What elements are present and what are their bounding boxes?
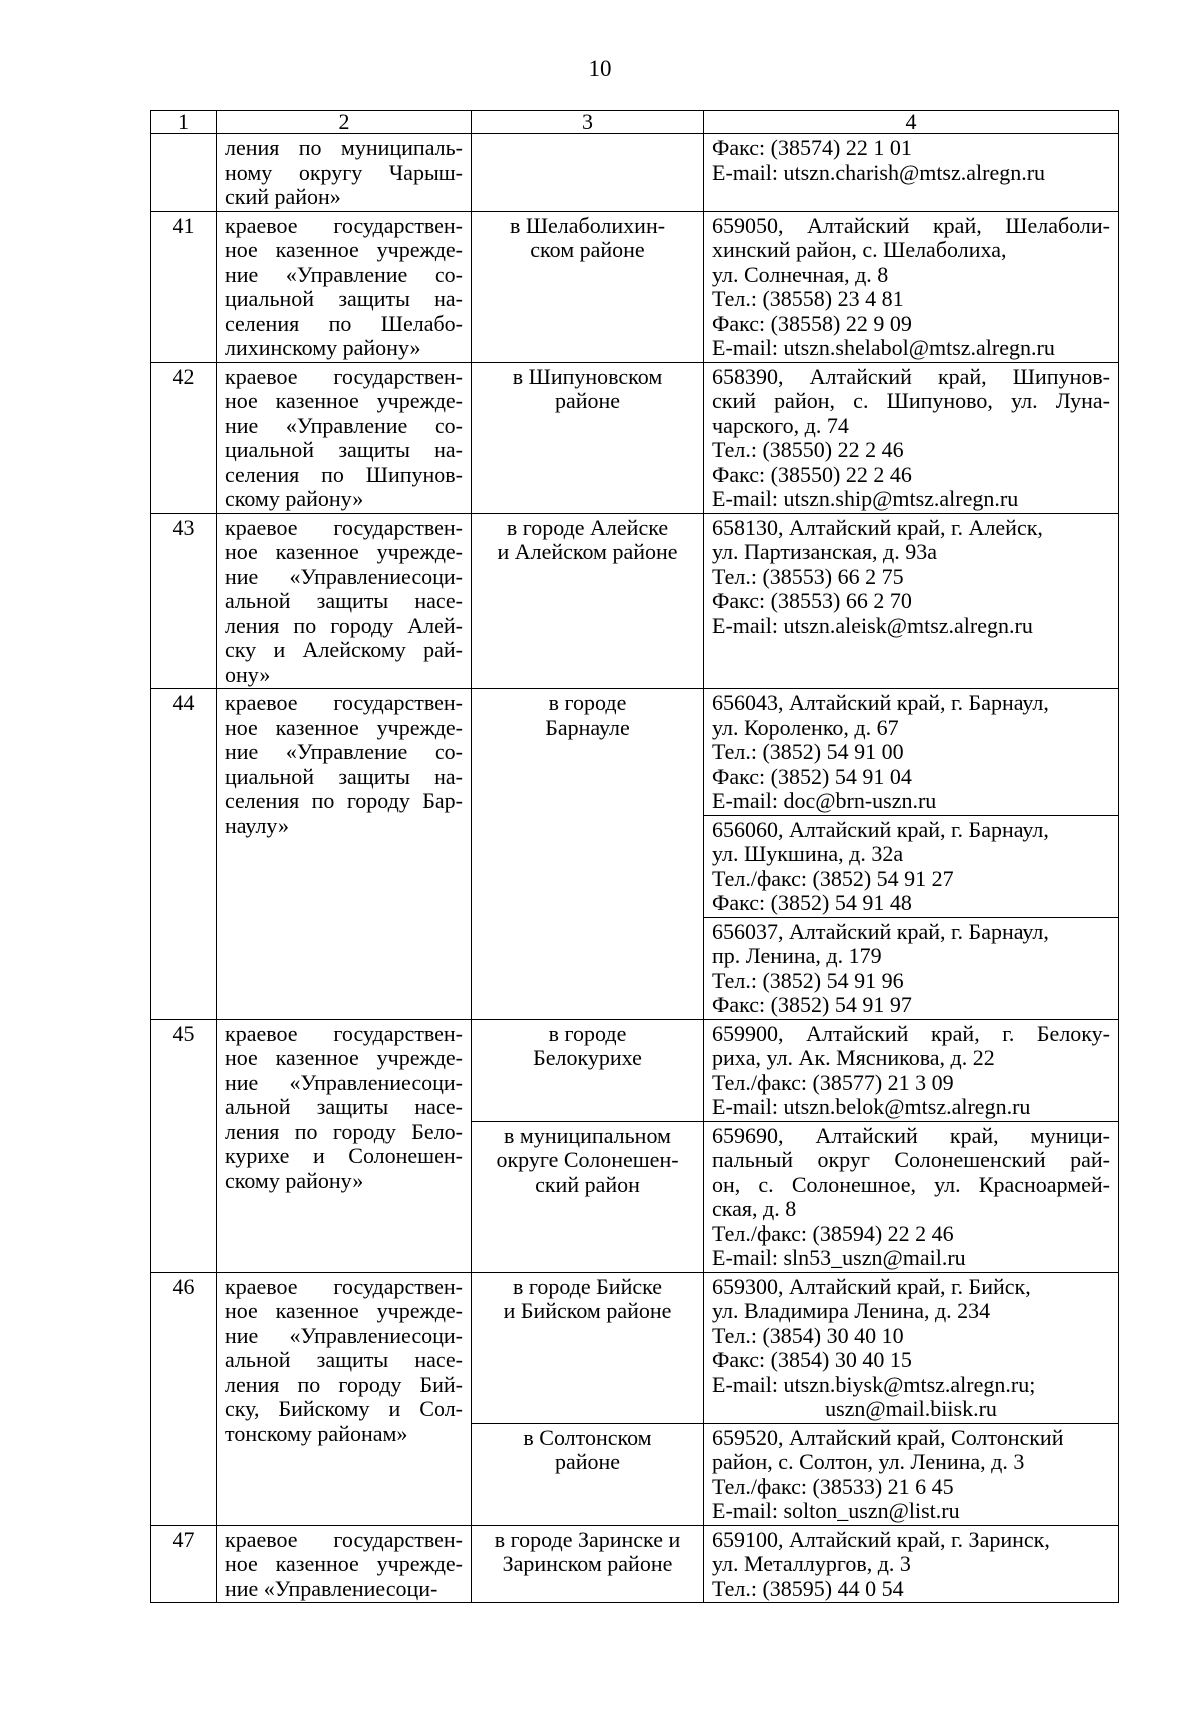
service-area-line: округе Солонешен- <box>496 1147 679 1172</box>
institution-name-line: селения по городу Бар- <box>225 788 463 813</box>
institution-name-line: краевое государствен- <box>225 1020 463 1046</box>
institution-name <box>217 513 472 689</box>
contact-details <box>704 1272 1119 1423</box>
contact-details <box>704 134 1119 212</box>
contact-line: ул. Солнечная, д. 8 <box>712 261 889 287</box>
email-line: E-mail: utszn.belok@mtsz.alregn.ru <box>712 1094 1031 1119</box>
row-number: 46 <box>151 1272 217 1525</box>
contact-line: 658130, Алтайский край, г. Алейск, <box>712 514 1043 540</box>
email-line: E-mail: utszn.aleisk@mtsz.alregn.ru <box>712 612 1033 638</box>
contact-details <box>704 1121 1119 1272</box>
table-row <box>151 362 1119 513</box>
contact-line: ский район, с. Шипуново, ул. Луна- <box>712 388 1110 413</box>
contact-line: 659690, Алтайский край, муници- <box>712 1122 1110 1148</box>
contact-line: 659520, Алтайский край, Солтонский <box>712 1424 1064 1450</box>
service-area-line: ском районе <box>530 237 645 262</box>
institution-name-line: ние «Управление со- <box>225 739 463 764</box>
contact-line: Тел.: (38550) 22 2 46 <box>712 437 904 462</box>
institution-name <box>217 134 472 212</box>
institution-name-line: ления по муниципаль- <box>225 135 463 160</box>
institution-name-line: ное казенное учрежде- <box>225 1298 463 1323</box>
contact-details <box>704 211 1119 362</box>
institution-name-line: ние «Управление со- <box>225 412 463 438</box>
institution-name-line: краевое государствен- <box>225 212 463 238</box>
contact-line: ул. Короленко, д. 67 <box>712 714 899 740</box>
email-line: E-mail: utszn.ship@mtsz.alregn.ru <box>712 486 1019 511</box>
service-area <box>472 689 704 1020</box>
contact-details <box>704 815 1119 917</box>
contact-line: Факс: (38553) 66 2 70 <box>712 588 912 613</box>
service-area-line: Барнауле <box>545 714 630 740</box>
service-area-line: в городе Алейске <box>506 514 669 540</box>
institution-name-line: циальной защиты на- <box>225 286 463 311</box>
institution-name <box>217 689 472 1020</box>
service-area <box>472 1272 704 1423</box>
service-area-line: в городе Заринске и <box>494 1526 681 1552</box>
institution-name-line: наулу» <box>225 812 289 838</box>
contact-line: ул. Металлургов, д. 3 <box>712 1551 911 1576</box>
institution-name-line: ску и Алейскому рай- <box>225 637 463 662</box>
institution-name-line: ное казенное учрежде- <box>225 388 463 413</box>
contact-line: 659300, Алтайский край, г. Бийск, <box>712 1273 1031 1299</box>
institution-name-line: ления по городу Бий- <box>225 1371 463 1397</box>
institution-name-line: ский район» <box>225 184 341 209</box>
institution-name-line: альной защиты насе- <box>225 588 463 613</box>
contact-line: Факс: (3852) 54 91 04 <box>712 763 912 789</box>
institution-name-line: селения по Шипунов- <box>225 461 463 487</box>
contact-line: хинский район, с. Шелаболиха, <box>712 237 1007 262</box>
service-area-line: районе <box>554 388 621 413</box>
institution-name-line: курихе и Солонешен- <box>225 1143 463 1168</box>
service-area-line: в городе Бийске <box>512 1273 663 1299</box>
service-area-line: и Бийском районе <box>503 1298 672 1323</box>
contact-line: пальный округ Солонешенский рай- <box>712 1147 1110 1172</box>
contact-line: Тел./факс: (38577) 21 3 09 <box>712 1069 954 1095</box>
row-number: 43 <box>151 513 217 689</box>
institution-name-line: краевое государствен- <box>225 363 463 389</box>
service-area-line: в муниципальном <box>504 1122 671 1148</box>
contact-line: он, с. Солонешное, ул. Красноармей- <box>712 1171 1110 1197</box>
institution-name-line: ному округу Чарыш- <box>225 159 463 185</box>
service-area-line: в Шелаболихин- <box>509 212 666 238</box>
service-area <box>472 362 704 513</box>
institution-name-line: скому району» <box>225 486 364 511</box>
service-area <box>472 1525 704 1603</box>
institution-name <box>217 211 472 362</box>
institution-name <box>217 1019 472 1272</box>
contact-line: Тел.: (38553) 66 2 75 <box>712 563 904 589</box>
contact-line: 659100, Алтайский край, г. Заринск, <box>712 1526 1050 1552</box>
institution-name-line: ние «Управлениесоци- <box>225 563 463 589</box>
contact-line: 658390, Алтайский край, Шипунов- <box>712 363 1110 389</box>
contact-line: район, с. Солтон, ул. Ленина, д. 3 <box>712 1449 1025 1474</box>
contact-line: Тел.: (38595) 44 0 54 <box>712 1575 904 1601</box>
contact-line: Факс: (38550) 22 2 46 <box>712 461 912 487</box>
service-area-line: Белокурихе <box>533 1045 642 1070</box>
institution-name-line: ное казенное учрежде- <box>225 1045 463 1070</box>
email-line: E-mail: doc@brn-uszn.ru <box>712 788 937 813</box>
institution-name-line: ное казенное учрежде- <box>225 714 463 740</box>
institution-name-line: ное казенное учрежде- <box>225 1551 463 1576</box>
service-area-line: в Солтонском <box>523 1424 652 1450</box>
contact-line: Тел.: (3852) 54 91 96 <box>712 967 904 993</box>
service-area <box>472 513 704 689</box>
contact-details <box>704 513 1119 689</box>
row-number: 47 <box>151 1525 217 1603</box>
contact-line: пр. Ленина, д. 179 <box>712 943 882 968</box>
row-number: 45 <box>151 1019 217 1272</box>
institution-name-line: альной защиты насе- <box>225 1347 463 1372</box>
row-number: 41 <box>151 211 217 362</box>
contact-line: Факс: (38574) 22 1 01 <box>712 135 912 160</box>
contact-line: Тел./факс: (38594) 22 2 46 <box>712 1220 954 1246</box>
service-area-line: и Алейском районе <box>497 539 678 564</box>
email-line: E-mail: sln53_uszn@mail.ru <box>712 1245 966 1270</box>
institution-name-line: краевое государствен- <box>225 690 463 715</box>
row-number: 44 <box>151 689 217 1020</box>
table-row <box>151 689 1119 816</box>
contact-details <box>704 689 1119 816</box>
contact-line: 656037, Алтайский край, г. Барнаул, <box>712 918 1049 944</box>
contact-line: Факс: (3852) 54 91 97 <box>712 992 912 1017</box>
column-header-2: 2 <box>217 111 472 134</box>
row-number <box>151 134 217 212</box>
service-area <box>472 1423 704 1525</box>
service-area-line: районе <box>554 1449 621 1474</box>
service-area <box>472 211 704 362</box>
institution-name-line: ние «Управлениесоци- <box>225 1575 438 1601</box>
email-line: E-mail: utszn.biysk@mtsz.alregn.ru; <box>712 1371 1036 1397</box>
table-row <box>151 513 1119 689</box>
contact-line: 656060, Алтайский край, г. Барнаул, <box>712 816 1049 842</box>
email-line: E-mail: solton_uszn@list.ru <box>712 1498 960 1523</box>
institution-name-line: ления по городу Бело- <box>225 1118 463 1144</box>
table-body <box>151 134 1119 1603</box>
table-row <box>151 1019 1119 1121</box>
table-row <box>151 1272 1119 1423</box>
contact-line: 659050, Алтайский край, Шелаболи- <box>712 212 1110 238</box>
contact-line: Тел.: (38558) 23 4 81 <box>712 286 904 311</box>
row-number: 42 <box>151 362 217 513</box>
contact-details <box>704 1525 1119 1603</box>
contact-line: 659900, Алтайский край, г. Белоку- <box>712 1020 1110 1046</box>
institution-name-line: ное казенное учрежде- <box>225 539 463 564</box>
service-area-line: в городе <box>548 1020 627 1046</box>
institution-name <box>217 1525 472 1603</box>
institution-name-line: краевое государствен- <box>225 1273 463 1299</box>
table-row <box>151 211 1119 362</box>
contact-line: ул. Партизанская, д. 93а <box>712 539 937 564</box>
institution-name-line: ску, Бийскому и Сол- <box>225 1396 463 1421</box>
contact-line: uszn@mail.biisk.ru <box>825 1396 997 1421</box>
institution-name-line: ние «Управлениесоци- <box>225 1069 463 1095</box>
contact-line: 656043, Алтайский край, г. Барнаул, <box>712 690 1049 715</box>
institution-name-line: циальной защиты на- <box>225 437 463 462</box>
contact-line: ул. Владимира Ленина, д. 234 <box>712 1298 991 1323</box>
column-header-1: 1 <box>151 111 217 134</box>
table-header-row <box>151 111 1119 134</box>
contact-details <box>704 917 1119 1019</box>
contact-details <box>704 362 1119 513</box>
contact-details <box>704 1019 1119 1121</box>
institution-name-line: альной защиты насе- <box>225 1094 463 1119</box>
institution-name-line: тонскому районам» <box>225 1420 408 1446</box>
contact-line: ул. Шукшина, д. 32а <box>712 841 904 866</box>
column-header-4: 4 <box>704 111 1119 134</box>
institution-name <box>217 1272 472 1525</box>
institution-name-line: ние «Управление со- <box>225 261 463 287</box>
institution-name-line: циальной защиты на- <box>225 763 463 789</box>
email-line: E-mail: utszn.charish@mtsz.alregn.ru <box>712 159 1046 185</box>
service-area-line: в городе <box>548 690 627 715</box>
email-line: E-mail: utszn.shelabol@mtsz.alregn.ru <box>712 335 1055 360</box>
page-number: 10 <box>588 56 612 81</box>
service-area <box>472 134 704 212</box>
contact-line: Тел./факс: (38533) 21 6 45 <box>712 1473 954 1499</box>
institution-name-line: лихинскому району» <box>225 335 421 360</box>
institution-name <box>217 362 472 513</box>
institution-name-line: краевое государствен- <box>225 1526 463 1552</box>
contact-line: ская, д. 8 <box>712 1196 797 1221</box>
institution-name-line: скому району» <box>225 1167 364 1193</box>
service-area-line: в Шипуновском <box>512 363 663 389</box>
contact-line: Факс: (38558) 22 9 09 <box>712 310 912 336</box>
service-area <box>472 1019 704 1121</box>
service-area-line: Заринском районе <box>502 1551 673 1576</box>
contact-line: рихa, ул. Ак. Мясникова, д. 22 <box>712 1045 995 1070</box>
institution-name-line: ние «Управлениесоци- <box>225 1322 463 1348</box>
service-area <box>472 1121 704 1272</box>
column-header-3: 3 <box>472 111 704 134</box>
contact-details <box>704 1423 1119 1525</box>
contact-line: Тел.: (3854) 30 40 10 <box>712 1322 904 1348</box>
contact-line: Факс: (3854) 30 40 15 <box>712 1347 912 1372</box>
institution-name-line: ления по городу Алей- <box>225 612 463 638</box>
institution-name-line: краевое государствен- <box>225 514 463 540</box>
contact-line: Тел./факс: (3852) 54 91 27 <box>712 865 954 891</box>
institution-name-line: ное казенное учрежде- <box>225 237 463 262</box>
institution-name-line: ону» <box>225 661 271 687</box>
table-row <box>151 134 1119 212</box>
service-area-line: ский район <box>535 1171 640 1197</box>
contact-line: Тел.: (3852) 54 91 00 <box>712 739 904 764</box>
table-row <box>151 1525 1119 1603</box>
institution-name-line: селения по Шелабо- <box>225 310 463 336</box>
contact-line: Факс: (3852) 54 91 48 <box>712 890 912 915</box>
institutions-table <box>150 110 1119 1603</box>
contact-line: чарского, д. 74 <box>712 412 849 438</box>
